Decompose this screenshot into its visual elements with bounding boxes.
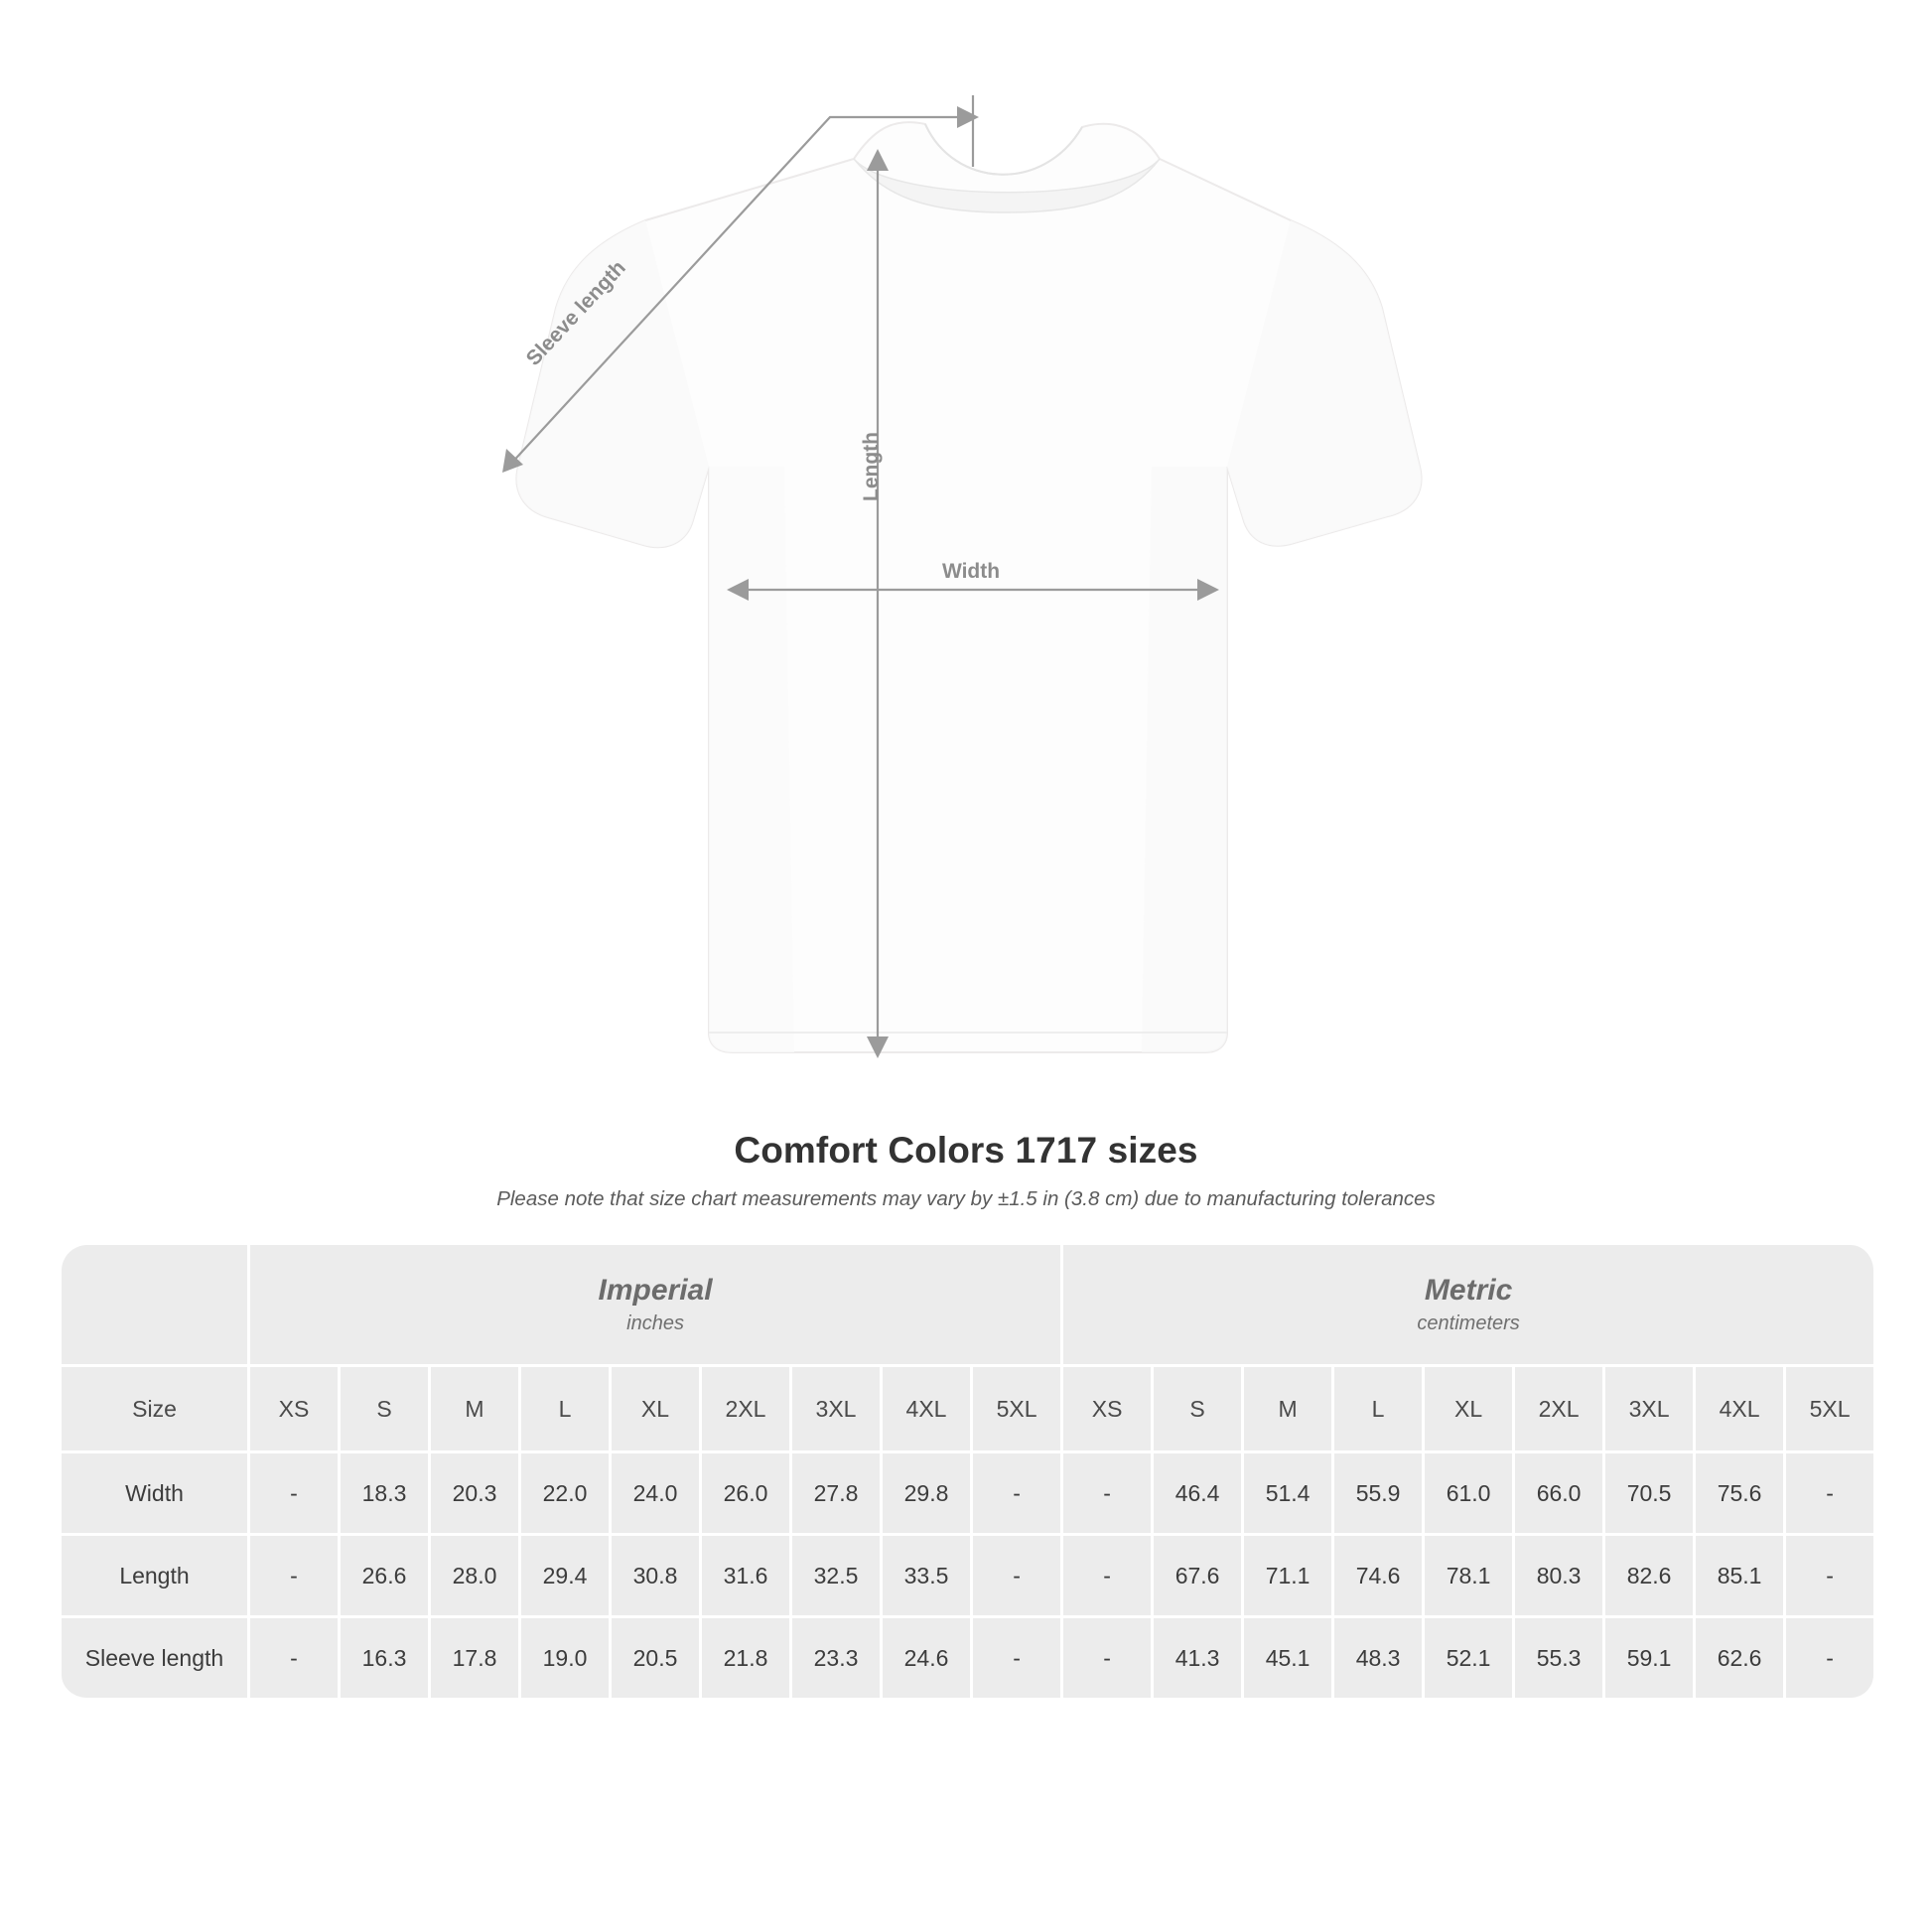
cell-sleeve-metric-m: 45.1: [1244, 1618, 1334, 1701]
cell-length-imperial-xs: -: [250, 1536, 341, 1618]
header-size-imperial-4xl: 4XL: [883, 1367, 973, 1453]
cell-width-metric-xl: 61.0: [1425, 1453, 1515, 1536]
label-sleeve-length: Sleeve length: [521, 256, 630, 370]
header-size-imperial-2xl: 2XL: [702, 1367, 792, 1453]
table-row-length: [62, 1536, 1876, 1618]
header-size-metric-xl: XL: [1425, 1367, 1515, 1453]
cell-sleeve-imperial-xl: 20.5: [612, 1618, 702, 1701]
tshirt-shape: [516, 122, 1421, 1052]
cell-width-metric-m: 51.4: [1244, 1453, 1334, 1536]
header-size-metric-2xl: 2XL: [1515, 1367, 1605, 1453]
cell-length-imperial-3xl: 32.5: [792, 1536, 883, 1618]
unit-metric-label: Metric: [1424, 1274, 1513, 1308]
unit-metric-sub: centimeters: [1417, 1311, 1520, 1334]
table-row-sleeve-length: [62, 1618, 1876, 1701]
cell-length-metric-xs: -: [1063, 1536, 1154, 1618]
cell-sleeve-imperial-4xl: 24.6: [883, 1618, 973, 1701]
header-size-imperial-5xl: 5XL: [973, 1367, 1063, 1453]
table-row-width: [62, 1453, 1876, 1536]
cell-length-metric-4xl: 85.1: [1696, 1536, 1786, 1618]
cell-length-imperial-m: 28.0: [431, 1536, 521, 1618]
header-size-imperial-3xl: 3XL: [792, 1367, 883, 1453]
cell-width-metric-2xl: 66.0: [1515, 1453, 1605, 1536]
cell-width-imperial-m: 20.3: [431, 1453, 521, 1536]
size-header-row: [62, 1367, 1876, 1453]
cell-width-imperial-3xl: 27.8: [792, 1453, 883, 1536]
header-size-imperial-s: S: [341, 1367, 431, 1453]
cell-length-metric-xl: 78.1: [1425, 1536, 1515, 1618]
cell-width-imperial-5xl: -: [973, 1453, 1063, 1536]
row-label-sleeve-length: Sleeve length: [62, 1618, 250, 1701]
cell-width-imperial-s: 18.3: [341, 1453, 431, 1536]
size-table-wrapper: [62, 1245, 1870, 1701]
header-size-imperial-xs: XS: [250, 1367, 341, 1453]
cell-sleeve-imperial-5xl: -: [973, 1618, 1063, 1701]
cell-width-imperial-4xl: 29.8: [883, 1453, 973, 1536]
cell-sleeve-imperial-xs: -: [250, 1618, 341, 1701]
cell-length-imperial-2xl: 31.6: [702, 1536, 792, 1618]
header-size-metric-l: L: [1334, 1367, 1425, 1453]
table-corner: [62, 1245, 250, 1367]
cell-sleeve-metric-s: 41.3: [1154, 1618, 1244, 1701]
cell-sleeve-imperial-3xl: 23.3: [792, 1618, 883, 1701]
header-size-metric-xs: XS: [1063, 1367, 1154, 1453]
cell-length-imperial-xl: 30.8: [612, 1536, 702, 1618]
title-block: [0, 1130, 1932, 1211]
header-size-metric-5xl: 5XL: [1786, 1367, 1876, 1453]
cell-length-imperial-l: 29.4: [521, 1536, 612, 1618]
cell-length-metric-l: 74.6: [1334, 1536, 1425, 1618]
size-table: [62, 1245, 1876, 1701]
cell-width-imperial-l: 22.0: [521, 1453, 612, 1536]
header-size-imperial-l: L: [521, 1367, 612, 1453]
unit-imperial-label: Imperial: [598, 1274, 713, 1308]
cell-width-metric-s: 46.4: [1154, 1453, 1244, 1536]
header-size-label: Size: [62, 1367, 250, 1453]
cell-width-metric-l: 55.9: [1334, 1453, 1425, 1536]
header-size-metric-m: M: [1244, 1367, 1334, 1453]
label-length: Length: [860, 432, 883, 501]
cell-width-imperial-2xl: 26.0: [702, 1453, 792, 1536]
cell-sleeve-metric-l: 48.3: [1334, 1618, 1425, 1701]
cell-sleeve-metric-xl: 52.1: [1425, 1618, 1515, 1701]
cell-length-imperial-4xl: 33.5: [883, 1536, 973, 1618]
cell-width-imperial-xl: 24.0: [612, 1453, 702, 1536]
unit-header-row: [62, 1245, 1876, 1367]
cell-length-imperial-5xl: -: [973, 1536, 1063, 1618]
page-title: Comfort Colors 1717 sizes: [734, 1130, 1198, 1171]
cell-sleeve-metric-2xl: 55.3: [1515, 1618, 1605, 1701]
cell-sleeve-imperial-m: 17.8: [431, 1618, 521, 1701]
header-size-metric-3xl: 3XL: [1605, 1367, 1696, 1453]
label-width: Width: [941, 560, 1001, 583]
cell-width-metric-3xl: 70.5: [1605, 1453, 1696, 1536]
cell-length-metric-2xl: 80.3: [1515, 1536, 1605, 1618]
cell-sleeve-metric-xs: -: [1063, 1618, 1154, 1701]
cell-sleeve-imperial-2xl: 21.8: [702, 1618, 792, 1701]
cell-sleeve-metric-5xl: -: [1786, 1618, 1876, 1701]
tolerance-note: Please note that size chart measurements may vary by ±1.5 in (3.8 cm) due to manufacturing tolerances: [496, 1187, 1436, 1210]
cell-length-metric-s: 67.6: [1154, 1536, 1244, 1618]
row-label-length: Length: [62, 1536, 250, 1618]
cell-length-imperial-s: 26.6: [341, 1536, 431, 1618]
cell-length-metric-m: 71.1: [1244, 1536, 1334, 1618]
unit-group-metric: [1063, 1245, 1876, 1367]
cell-length-metric-3xl: 82.6: [1605, 1536, 1696, 1618]
row-label-width: Width: [62, 1453, 250, 1536]
header-size-metric-4xl: 4XL: [1696, 1367, 1786, 1453]
cell-sleeve-imperial-s: 16.3: [341, 1618, 431, 1701]
header-size-metric-s: S: [1154, 1367, 1244, 1453]
cell-sleeve-metric-3xl: 59.1: [1605, 1618, 1696, 1701]
cell-sleeve-metric-4xl: 62.6: [1696, 1618, 1786, 1701]
cell-width-metric-4xl: 75.6: [1696, 1453, 1786, 1536]
cell-width-metric-xs: -: [1063, 1453, 1154, 1536]
cell-length-metric-5xl: -: [1786, 1536, 1876, 1618]
cell-width-metric-5xl: -: [1786, 1453, 1876, 1536]
header-size-imperial-m: M: [431, 1367, 521, 1453]
cell-width-imperial-xs: -: [250, 1453, 341, 1536]
header-size-imperial-xl: XL: [612, 1367, 702, 1453]
cell-sleeve-imperial-l: 19.0: [521, 1618, 612, 1701]
unit-imperial-sub: inches: [626, 1311, 684, 1334]
unit-group-imperial: [250, 1245, 1063, 1367]
